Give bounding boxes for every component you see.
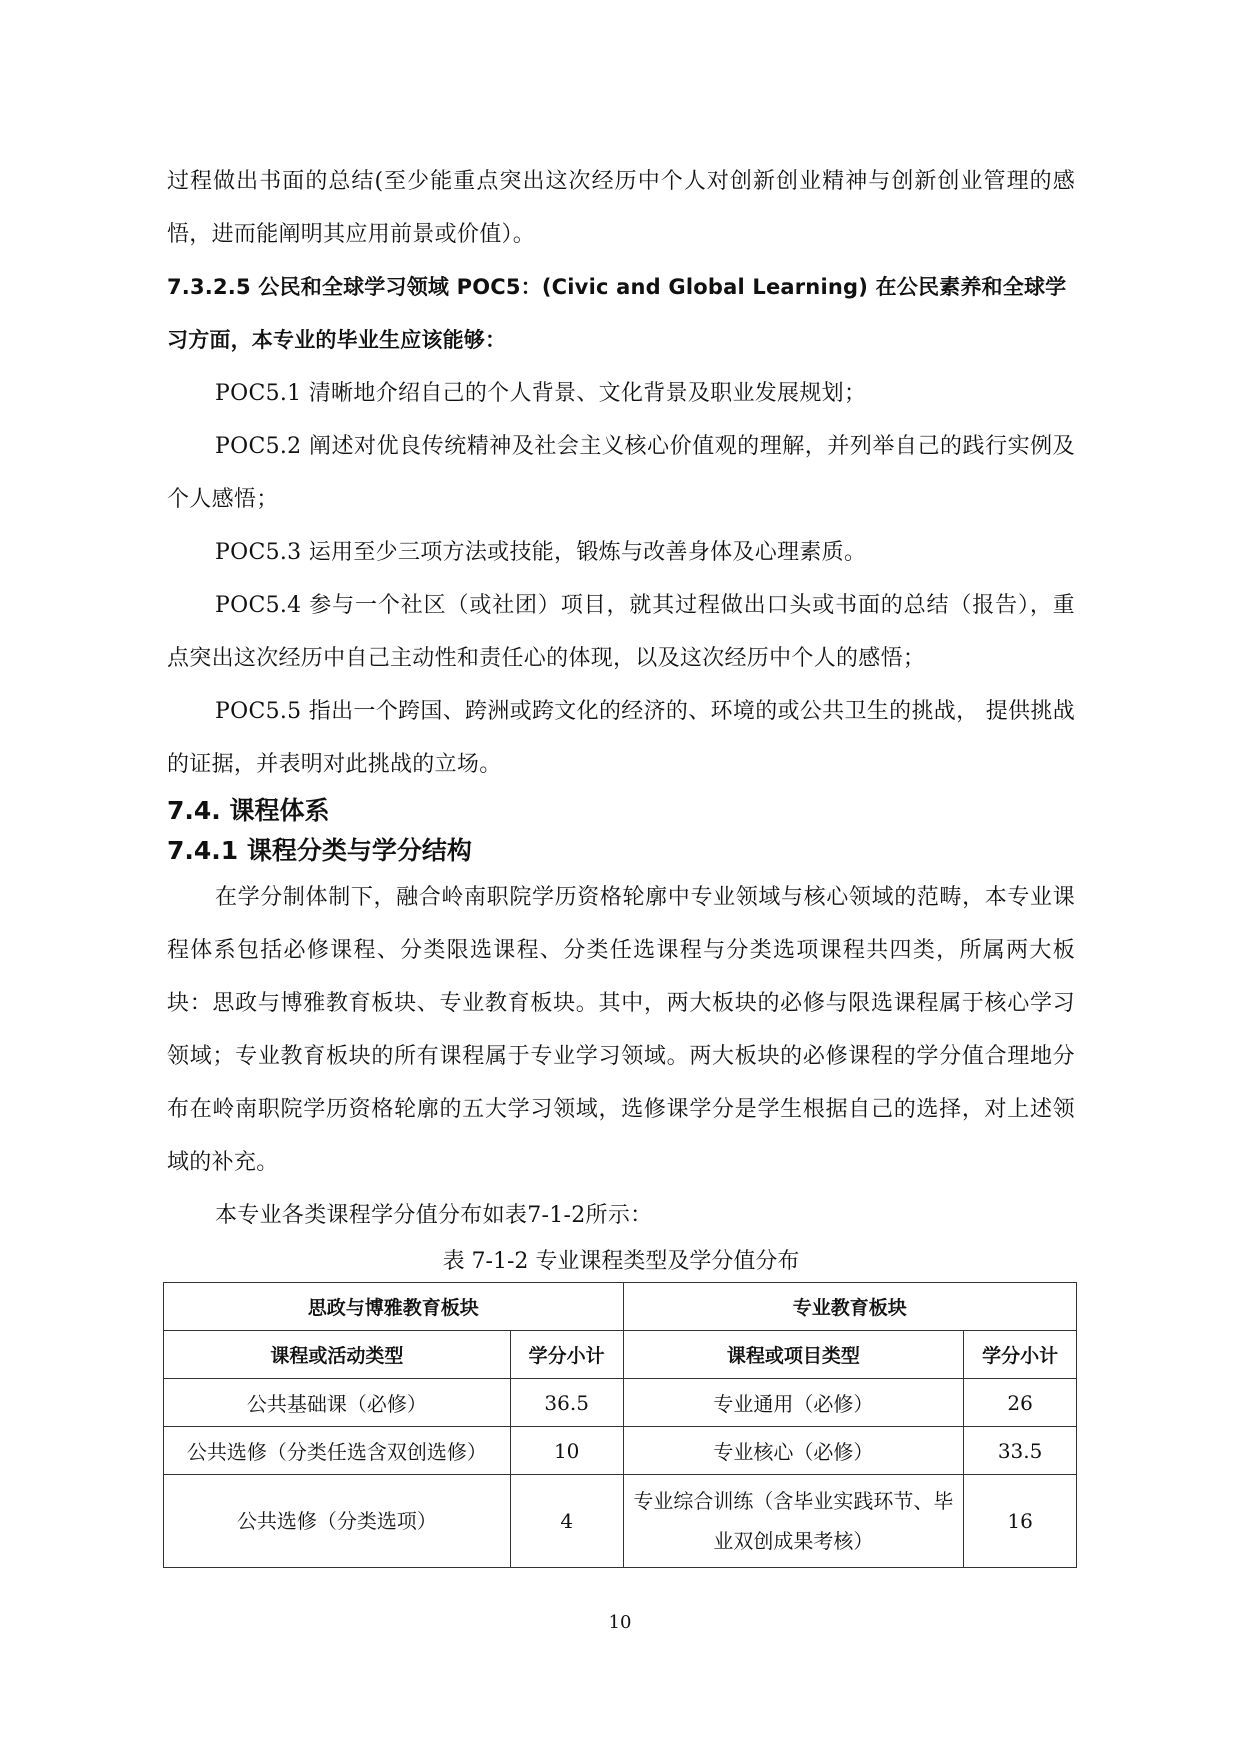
cell-right-credit: 33.5: [964, 1427, 1077, 1475]
section-title-7-4: 7.4. 课程体系: [167, 796, 330, 825]
paragraph-poc5-1: POC5.1 清晰地介绍自己的个人背景、文化背景及职业发展规划；: [215, 381, 867, 406]
cell-left-credit: 36.5: [510, 1379, 623, 1427]
paragraph-poc5-5: POC5.5 指出一个跨国、跨洲或跨文化的经济的、环境的或公共卫生的挑战， 提供挑战的证据，并表明对此挑战的立场。: [167, 699, 1075, 777]
cell-right-type: 专业综合训练（含毕业实践环节、毕业双创成果考核）: [623, 1475, 964, 1568]
col-header-left-credit: 学分小计: [510, 1331, 623, 1379]
cell-right-type: 专业核心（必修）: [623, 1427, 964, 1475]
table-column-header-row: [164, 1331, 1077, 1379]
table-row: [164, 1379, 1077, 1427]
cell-right-type: 专业通用（必修）: [623, 1379, 964, 1427]
paragraph-poc5-4: POC5.4 参与一个社区（或社团）项目，就其过程做出口头或书面的总结（报告），重点突出这次经历中自己主动性和责任心的体现，以及这次经历中个人的感悟；: [167, 593, 1075, 671]
cell-right-credit: 16: [964, 1475, 1077, 1568]
document-page: [167, 155, 1075, 1568]
table-group-header-row: [164, 1283, 1077, 1331]
cell-left-type: 公共基础课（必修）: [164, 1379, 511, 1427]
section-title-7-4-1: 7.4.1 课程分类与学分结构: [167, 836, 472, 865]
page-number: 10: [608, 1612, 632, 1633]
cell-left-type: 公共选修（分类任选含双创选修）: [164, 1427, 511, 1475]
cell-left-credit: 4: [510, 1475, 623, 1568]
paragraph-poc5-3: POC5.3 运用至少三项方法或技能，锻炼与改善身体及心理素质。: [215, 540, 867, 565]
credit-distribution-table: [163, 1282, 1077, 1568]
table-row: [164, 1427, 1077, 1475]
cell-right-credit: 26: [964, 1379, 1077, 1427]
col-header-right-credit: 学分小计: [964, 1331, 1077, 1379]
cell-left-credit: 10: [510, 1427, 623, 1475]
cell-left-type: 公共选修（分类选项）: [164, 1475, 511, 1568]
paragraph-continued: 过程做出书面的总结(至少能重点突出这次经历中个人对创新创业精神与创新创业管理的感悟，进而能阐明其应用前景或价值）。: [167, 169, 1075, 247]
group-header-right: 专业教育板块: [623, 1283, 1076, 1331]
paragraph-poc5-2: POC5.2 阐述对优良传统精神及社会主义核心价值观的理解，并列举自己的践行实例及个人感悟；: [167, 434, 1075, 512]
group-header-left: 思政与博雅教育板块: [164, 1283, 624, 1331]
table-caption: 表 7-1-2 专业课程类型及学分值分布: [442, 1249, 800, 1274]
paragraph-intro: 在学分制体制下，融合岭南职院学历资格轮廓中专业领域与核心领域的范畴，本专业课程体系包括必修课程、分类限选课程、分类任选课程与分类选项课程共四类，所属两大板块：思政与博雅教育板块、专业教育板块。其中，两大板块的必修与限选课程属于核心学习领域；专业教育板块的所有课程属于专业学习领域。两大板块的必修课程的学分值合理地分布在岭南职院学历资格轮廓的五大学习领域，选修课学分是学生根据自己的选择，对上述领域的补充。: [167, 885, 1075, 1175]
paragraph-table-ref: 本专业各类课程学分值分布如表7-1-2所示：: [215, 1203, 653, 1228]
col-header-right-type: 课程或项目类型: [623, 1331, 964, 1379]
table-row: [164, 1475, 1077, 1568]
col-header-left-type: 课程或活动类型: [164, 1331, 511, 1379]
heading-poc5: 7.3.2.5 公民和全球学习领域 POC5：(Civic and Global Learning) 在公民素养和全球学习方面，本专业的毕业生应该能够：: [167, 275, 1067, 352]
